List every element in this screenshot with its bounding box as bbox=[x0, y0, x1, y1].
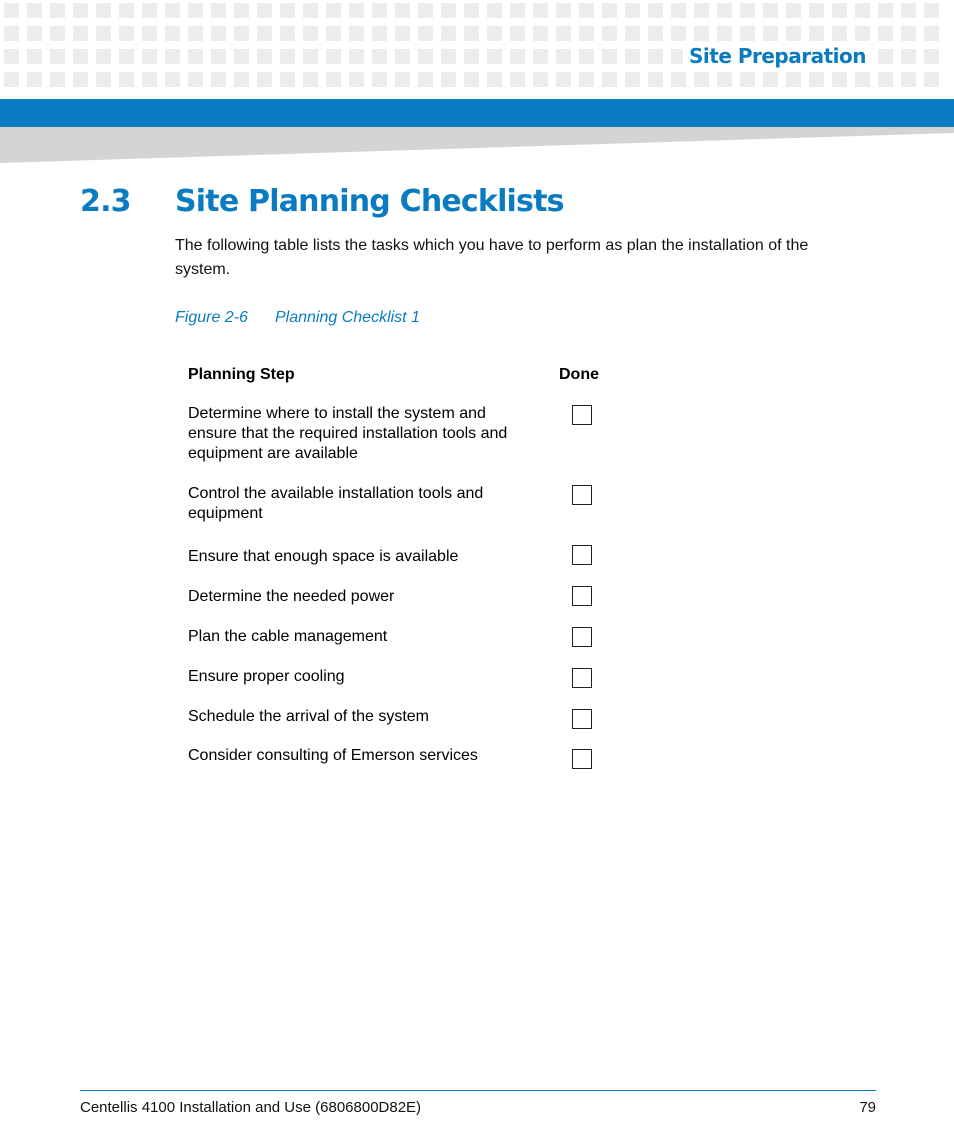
header-pattern-square bbox=[878, 72, 893, 87]
checklist-step: Consider consulting of Emerson services bbox=[188, 747, 478, 764]
header-pattern-square bbox=[441, 3, 456, 18]
header-pattern-square bbox=[602, 49, 617, 64]
header-pattern-square bbox=[165, 3, 180, 18]
page-number: 79 bbox=[859, 1099, 876, 1116]
header-pattern-square bbox=[832, 3, 847, 18]
header-pattern-square bbox=[27, 72, 42, 87]
header-pattern-square bbox=[533, 72, 548, 87]
header-pattern-square bbox=[648, 26, 663, 41]
checklist-step: Control the available installation tools and equipment bbox=[188, 485, 484, 522]
header-pattern-square bbox=[878, 3, 893, 18]
header-pattern-square bbox=[418, 72, 433, 87]
header-pattern-square bbox=[832, 72, 847, 87]
header-pattern-square bbox=[349, 72, 364, 87]
header-pattern-square bbox=[395, 3, 410, 18]
figure-title: Planning Checklist 1 bbox=[275, 309, 420, 326]
header-pattern-square bbox=[50, 49, 65, 64]
header-pattern-square bbox=[211, 26, 226, 41]
header-pattern-square bbox=[809, 72, 824, 87]
header-pattern-square bbox=[533, 26, 548, 41]
header-pattern-square bbox=[395, 72, 410, 87]
header-pattern-square bbox=[694, 26, 709, 41]
header-pattern-square bbox=[556, 72, 571, 87]
header-pattern-square bbox=[326, 26, 341, 41]
header-pattern-square bbox=[142, 3, 157, 18]
header-pattern-square bbox=[579, 3, 594, 18]
header-pattern-square bbox=[924, 26, 939, 41]
column-header-step: Planning Step bbox=[188, 366, 295, 383]
header-pattern-square bbox=[303, 72, 318, 87]
header-pattern-square bbox=[142, 72, 157, 87]
header-pattern-square bbox=[924, 3, 939, 18]
checkbox[interactable] bbox=[572, 545, 592, 565]
header-pattern-square bbox=[533, 3, 548, 18]
header-pattern-square bbox=[832, 26, 847, 41]
header-pattern-square bbox=[280, 49, 295, 64]
header-pattern-square bbox=[211, 49, 226, 64]
header-pattern-square bbox=[556, 49, 571, 64]
header-pattern-square bbox=[464, 3, 479, 18]
header-pattern-square bbox=[326, 72, 341, 87]
header-pattern-square bbox=[73, 3, 88, 18]
header-pattern-square bbox=[395, 49, 410, 64]
header-pattern-square bbox=[326, 49, 341, 64]
footer-rule bbox=[80, 1090, 876, 1091]
header-pattern-square bbox=[487, 3, 502, 18]
header-pattern-square bbox=[73, 26, 88, 41]
checklist-step: Ensure proper cooling bbox=[188, 668, 345, 685]
header-pattern-square bbox=[579, 49, 594, 64]
checkbox[interactable] bbox=[572, 586, 592, 606]
header-pattern-square bbox=[740, 26, 755, 41]
checkbox[interactable] bbox=[572, 627, 592, 647]
section-number: 2.3 bbox=[80, 184, 131, 219]
header-pattern-square bbox=[464, 26, 479, 41]
header-pattern-square bbox=[441, 26, 456, 41]
header-pattern-square bbox=[602, 3, 617, 18]
header-pattern-square bbox=[786, 72, 801, 87]
header-pattern-square bbox=[165, 26, 180, 41]
header-pattern-square bbox=[119, 26, 134, 41]
header-pattern-square bbox=[855, 26, 870, 41]
checklist-step: Determine the needed power bbox=[188, 588, 395, 605]
header-pattern-square bbox=[878, 49, 893, 64]
header-pattern-square bbox=[809, 26, 824, 41]
header-pattern-square bbox=[625, 72, 640, 87]
header-pattern-square bbox=[717, 72, 732, 87]
checkbox[interactable] bbox=[572, 749, 592, 769]
header-pattern-square bbox=[694, 3, 709, 18]
header-pattern-square bbox=[648, 49, 663, 64]
header-pattern-square bbox=[326, 3, 341, 18]
header-pattern-square bbox=[694, 72, 709, 87]
header-pattern-square bbox=[855, 72, 870, 87]
header-pattern-square bbox=[556, 3, 571, 18]
header-pattern-square bbox=[119, 3, 134, 18]
header-pattern-square bbox=[50, 72, 65, 87]
header-pattern-square bbox=[119, 49, 134, 64]
figure-number: Figure 2-6 bbox=[175, 309, 248, 326]
header-pattern-square bbox=[211, 72, 226, 87]
header-pattern-square bbox=[73, 49, 88, 64]
header-pattern-square bbox=[671, 26, 686, 41]
header-pattern-square bbox=[96, 49, 111, 64]
header-pattern-square bbox=[119, 72, 134, 87]
header-pattern-square bbox=[763, 26, 778, 41]
header-pattern-square bbox=[4, 72, 19, 87]
header-pattern-square bbox=[763, 3, 778, 18]
column-header-done: Done bbox=[559, 366, 599, 383]
header-pattern-square bbox=[602, 26, 617, 41]
header-pattern-square bbox=[27, 26, 42, 41]
header-pattern-square bbox=[50, 26, 65, 41]
header-pattern-square bbox=[786, 3, 801, 18]
header-pattern-square bbox=[924, 72, 939, 87]
header-pattern-square bbox=[533, 49, 548, 64]
header-pattern-square bbox=[349, 3, 364, 18]
checklist-step: Schedule the arrival of the system bbox=[188, 708, 430, 725]
header-pattern-square bbox=[901, 26, 916, 41]
header-pattern-square bbox=[4, 3, 19, 18]
header-pattern-square bbox=[96, 26, 111, 41]
header-pattern-square bbox=[671, 72, 686, 87]
header-pattern-square bbox=[303, 49, 318, 64]
checklist-step: Ensure that enough space is available bbox=[188, 548, 459, 565]
header-pattern-square bbox=[234, 72, 249, 87]
header-pattern-square bbox=[372, 72, 387, 87]
header-pattern-square bbox=[257, 3, 272, 18]
header-pattern-square bbox=[280, 26, 295, 41]
header-pattern-square bbox=[257, 26, 272, 41]
checkbox[interactable] bbox=[572, 485, 592, 505]
running-section-title: Site Preparation bbox=[683, 44, 872, 68]
header-pattern-square bbox=[487, 26, 502, 41]
header-pattern-square bbox=[27, 49, 42, 64]
header-pattern-square bbox=[487, 72, 502, 87]
header-pattern-square bbox=[418, 26, 433, 41]
header-pattern-square bbox=[901, 72, 916, 87]
header-pattern-square bbox=[349, 26, 364, 41]
header-pattern-square bbox=[579, 26, 594, 41]
header-pattern-square bbox=[372, 49, 387, 64]
intro-paragraph: The following table lists the tasks which you have to perform as plan the installation of the system. bbox=[175, 237, 809, 278]
header-pattern-square bbox=[648, 3, 663, 18]
header-wedge bbox=[0, 127, 954, 163]
header-pattern-square bbox=[510, 3, 525, 18]
header-pattern-square bbox=[901, 49, 916, 64]
header-pattern-square bbox=[510, 72, 525, 87]
header-pattern-square bbox=[4, 26, 19, 41]
section-title: Site Planning Checklists bbox=[175, 184, 564, 219]
header-pattern-square bbox=[211, 3, 226, 18]
header-pattern-square bbox=[809, 3, 824, 18]
checkbox[interactable] bbox=[572, 709, 592, 729]
header-pattern-square bbox=[510, 26, 525, 41]
header-pattern-square bbox=[188, 72, 203, 87]
header-pattern-square bbox=[372, 26, 387, 41]
header-pattern-square bbox=[671, 3, 686, 18]
header-pattern-square bbox=[924, 49, 939, 64]
header-pattern-square bbox=[142, 49, 157, 64]
header-pattern-square bbox=[418, 49, 433, 64]
checklist-step: Plan the cable management bbox=[188, 628, 388, 645]
footer-document-title: Centellis 4100 Installation and Use (6806800D82E) bbox=[80, 1099, 422, 1116]
header-pattern-square bbox=[4, 49, 19, 64]
header-pattern-square bbox=[142, 26, 157, 41]
header-pattern-square bbox=[717, 26, 732, 41]
header-pattern-square bbox=[257, 72, 272, 87]
header-pattern-square bbox=[901, 3, 916, 18]
header-pattern-square bbox=[303, 3, 318, 18]
header-pattern-square bbox=[234, 26, 249, 41]
header-pattern-square bbox=[372, 3, 387, 18]
header-pattern-square bbox=[349, 49, 364, 64]
checkbox[interactable] bbox=[572, 668, 592, 688]
header-pattern-square bbox=[740, 3, 755, 18]
header-pattern-square bbox=[602, 72, 617, 87]
header-pattern-square bbox=[188, 3, 203, 18]
checkbox[interactable] bbox=[572, 405, 592, 425]
header-pattern-square bbox=[280, 72, 295, 87]
header-pattern-square bbox=[855, 3, 870, 18]
header-pattern-square bbox=[27, 3, 42, 18]
header-pattern-square bbox=[234, 49, 249, 64]
header-band bbox=[0, 99, 954, 127]
header-pattern-square bbox=[740, 72, 755, 87]
header-pattern-square bbox=[280, 3, 295, 18]
header-pattern-square bbox=[556, 26, 571, 41]
checklist-step: Determine where to install the system and ensure that the required installation tools and equipment are available bbox=[188, 405, 508, 462]
header-pattern-square bbox=[234, 3, 249, 18]
header-pattern-square bbox=[96, 3, 111, 18]
header-pattern-square bbox=[188, 49, 203, 64]
header-pattern-square bbox=[395, 26, 410, 41]
header-pattern-square bbox=[763, 72, 778, 87]
header-pattern-square bbox=[878, 26, 893, 41]
header-pattern-square bbox=[188, 26, 203, 41]
header-pattern-square bbox=[165, 49, 180, 64]
header-pattern-square bbox=[487, 49, 502, 64]
header-pattern-square bbox=[257, 49, 272, 64]
header-pattern-square bbox=[717, 3, 732, 18]
header-pattern-square bbox=[510, 49, 525, 64]
header-pattern-square bbox=[464, 72, 479, 87]
header-pattern-square bbox=[441, 72, 456, 87]
header-pattern-square bbox=[303, 26, 318, 41]
header-pattern-square bbox=[579, 72, 594, 87]
header-pattern-square bbox=[625, 26, 640, 41]
header-pattern-square bbox=[418, 3, 433, 18]
header-pattern-square bbox=[73, 72, 88, 87]
header-pattern-square bbox=[625, 3, 640, 18]
header-pattern-square bbox=[50, 3, 65, 18]
header-pattern-square bbox=[165, 72, 180, 87]
header-pattern-square bbox=[441, 49, 456, 64]
header-pattern-square bbox=[464, 49, 479, 64]
header-pattern-square bbox=[96, 72, 111, 87]
header-pattern-square bbox=[786, 26, 801, 41]
header-pattern-square bbox=[648, 72, 663, 87]
header-pattern-square bbox=[625, 49, 640, 64]
